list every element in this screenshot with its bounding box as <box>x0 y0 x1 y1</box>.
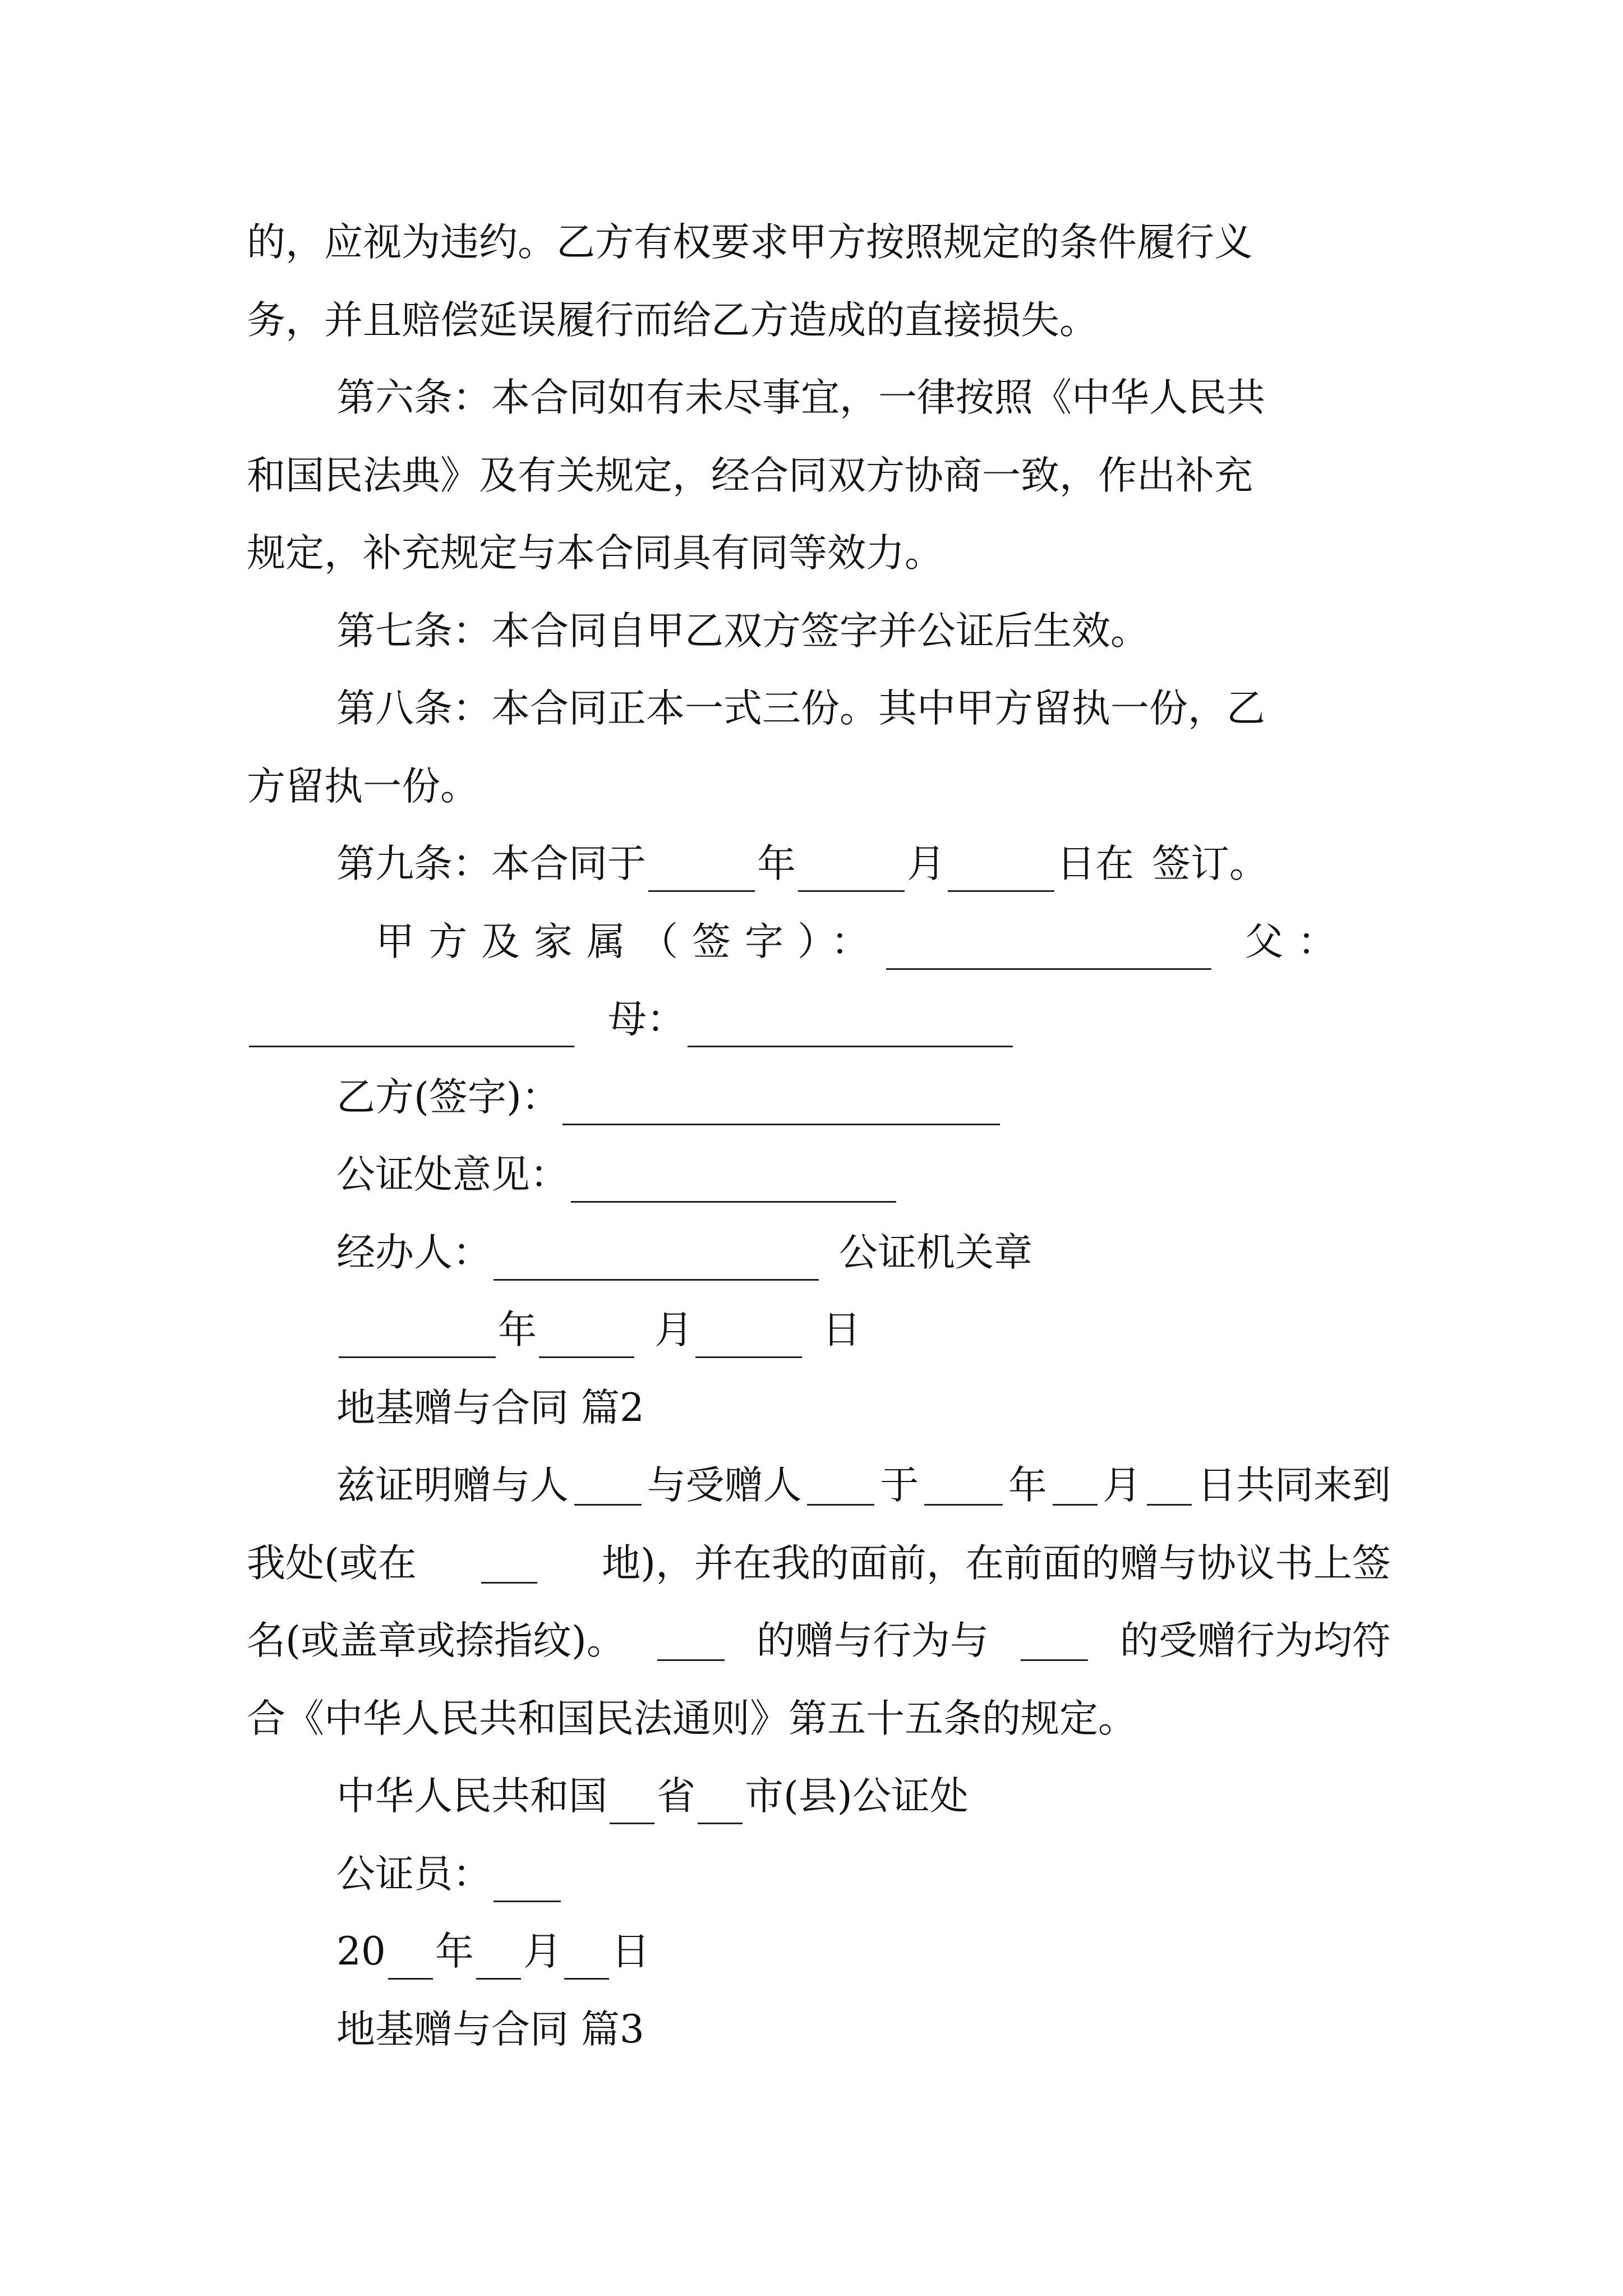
date-day-label: 日 <box>822 1308 861 1352</box>
office-city: 市(县)公证处 <box>745 1774 969 1819</box>
article-6-line-3: 规定，补充规定与本合同具有同等效力。 <box>247 531 943 576</box>
cert-sign-label: 名(或盖章或捺指纹)。 <box>247 1618 625 1663</box>
date-month-blank <box>539 1318 634 1358</box>
notary-opinion-label: 公证处意见： <box>336 1152 569 1197</box>
date-line <box>336 1302 1391 1358</box>
date2-year-blank <box>388 1940 433 1980</box>
cert-donee-act-blank <box>1021 1621 1088 1661</box>
mother-blank <box>688 1007 1013 1047</box>
cert-receive-act-label: 的受赠行为均符 <box>1119 1618 1391 1663</box>
article-9-prefix: 第九条：本合同于 <box>336 841 646 886</box>
office-city-blank <box>698 1784 743 1824</box>
party-b-label: 乙方(签字)： <box>336 1075 560 1120</box>
notary-opinion-blank <box>571 1163 896 1203</box>
cert-day-label: 日共同来到 <box>1197 1463 1391 1508</box>
mother-line <box>247 991 1391 1047</box>
cert-donor-act-blank <box>657 1621 725 1661</box>
cert-donee-label: 与受赠人 <box>647 1463 802 1508</box>
cert-year-label: 年 <box>1008 1463 1047 1508</box>
notary-line <box>336 1846 1391 1902</box>
date-year-blank <box>339 1318 496 1358</box>
cert-month-label: 月 <box>1103 1463 1142 1508</box>
party-a-label: 甲方及家属（签字）： <box>376 919 884 964</box>
date2-year: 年 <box>435 1929 474 1974</box>
mother-label: 母： <box>608 997 685 1042</box>
party-b-blank <box>562 1085 1000 1125</box>
article-9-year: 年 <box>757 841 796 886</box>
seal-label: 公证机关章 <box>839 1230 1032 1275</box>
article-9-line <box>336 836 1391 892</box>
date-year-label: 年 <box>498 1308 537 1352</box>
paragraph-line-2: 务，并且赔偿延误履行而给乙方造成的直接损失。 <box>247 298 1098 343</box>
date-month-label: 月 <box>654 1308 693 1352</box>
date2-prefix: 20 <box>336 1929 386 1974</box>
office-province: 省 <box>657 1774 695 1819</box>
article-9-place: 日在 <box>1057 841 1134 886</box>
date2-day: 日 <box>611 1929 650 1974</box>
office-line <box>336 1768 1391 1824</box>
article-9-signed: 签订。 <box>1152 841 1268 886</box>
office-province-blank <box>610 1784 654 1824</box>
cert-donee-blank <box>807 1466 874 1506</box>
office-country: 中华人民共和国 <box>336 1774 607 1819</box>
article-9-day-blank <box>948 852 1054 892</box>
cert-month-blank <box>1053 1466 1098 1506</box>
article-9-year-blank <box>648 852 755 892</box>
father-label: 父： <box>1244 919 1350 964</box>
handler-label: 经办人： <box>336 1230 491 1275</box>
cert-year-blank <box>924 1466 1003 1506</box>
handler-blank <box>494 1241 819 1281</box>
cert-place-text: 地)，并在我的面前，在前面的赠与协议书上签 <box>602 1541 1391 1586</box>
article-9-month-blank <box>798 852 905 892</box>
article-8-line-2: 方留执一份。 <box>247 764 479 809</box>
cert-line-4: 合《中华人民共和国民法通则》第五十五条的规定。 <box>247 1696 1137 1741</box>
heading-2: 地基赠与合同 篇2 <box>336 1386 644 1430</box>
cert-place-label: 我处(或在 <box>247 1541 417 1586</box>
notary-label: 公证员： <box>336 1852 491 1897</box>
paragraph-line-1: 的，应视为违约。乙方有权要求甲方按照规定的条件履行义 <box>247 220 1253 265</box>
cert-at-label: 于 <box>880 1463 919 1508</box>
handler-line <box>336 1225 1391 1281</box>
party-a-line <box>376 914 1391 970</box>
date2-day-blank <box>564 1940 609 1980</box>
notary-opinion-line <box>336 1147 1391 1203</box>
cert-line-2 <box>247 1535 1391 1591</box>
article-8-line-1: 第八条：本合同正本一式三份。其中甲方留执一份，乙 <box>336 686 1265 731</box>
article-9-month: 月 <box>907 841 946 886</box>
cert-line-1 <box>336 1457 1391 1513</box>
article-6-line-2: 和国民法典》及有关规定，经合同双方协商一致，作出补充 <box>247 453 1253 498</box>
date2-month: 月 <box>523 1929 562 1974</box>
cert-donor-blank <box>574 1466 642 1506</box>
cert-gift-act-label: 的赠与行为与 <box>756 1618 989 1663</box>
party-a-blank <box>886 930 1211 970</box>
heading-3: 地基赠与合同 篇3 <box>336 2007 644 2052</box>
article-6-line-1: 第六条：本合同如有未尽事宜，一律按照《中华人民共 <box>336 375 1265 420</box>
date2-line <box>336 1924 1391 1980</box>
father-blank <box>249 1007 574 1047</box>
date2-month-blank <box>476 1940 521 1980</box>
party-b-line <box>336 1069 1391 1125</box>
notary-blank <box>494 1862 561 1902</box>
article-7-line: 第七条：本合同自甲乙双方签字并公证后生效。 <box>336 609 1149 654</box>
cert-line-3 <box>247 1613 1391 1669</box>
date-day-blank <box>695 1318 802 1358</box>
cert-donor-label: 兹证明赠与人 <box>336 1463 569 1508</box>
cert-day-blank <box>1147 1466 1192 1506</box>
cert-place-blank <box>481 1544 537 1584</box>
